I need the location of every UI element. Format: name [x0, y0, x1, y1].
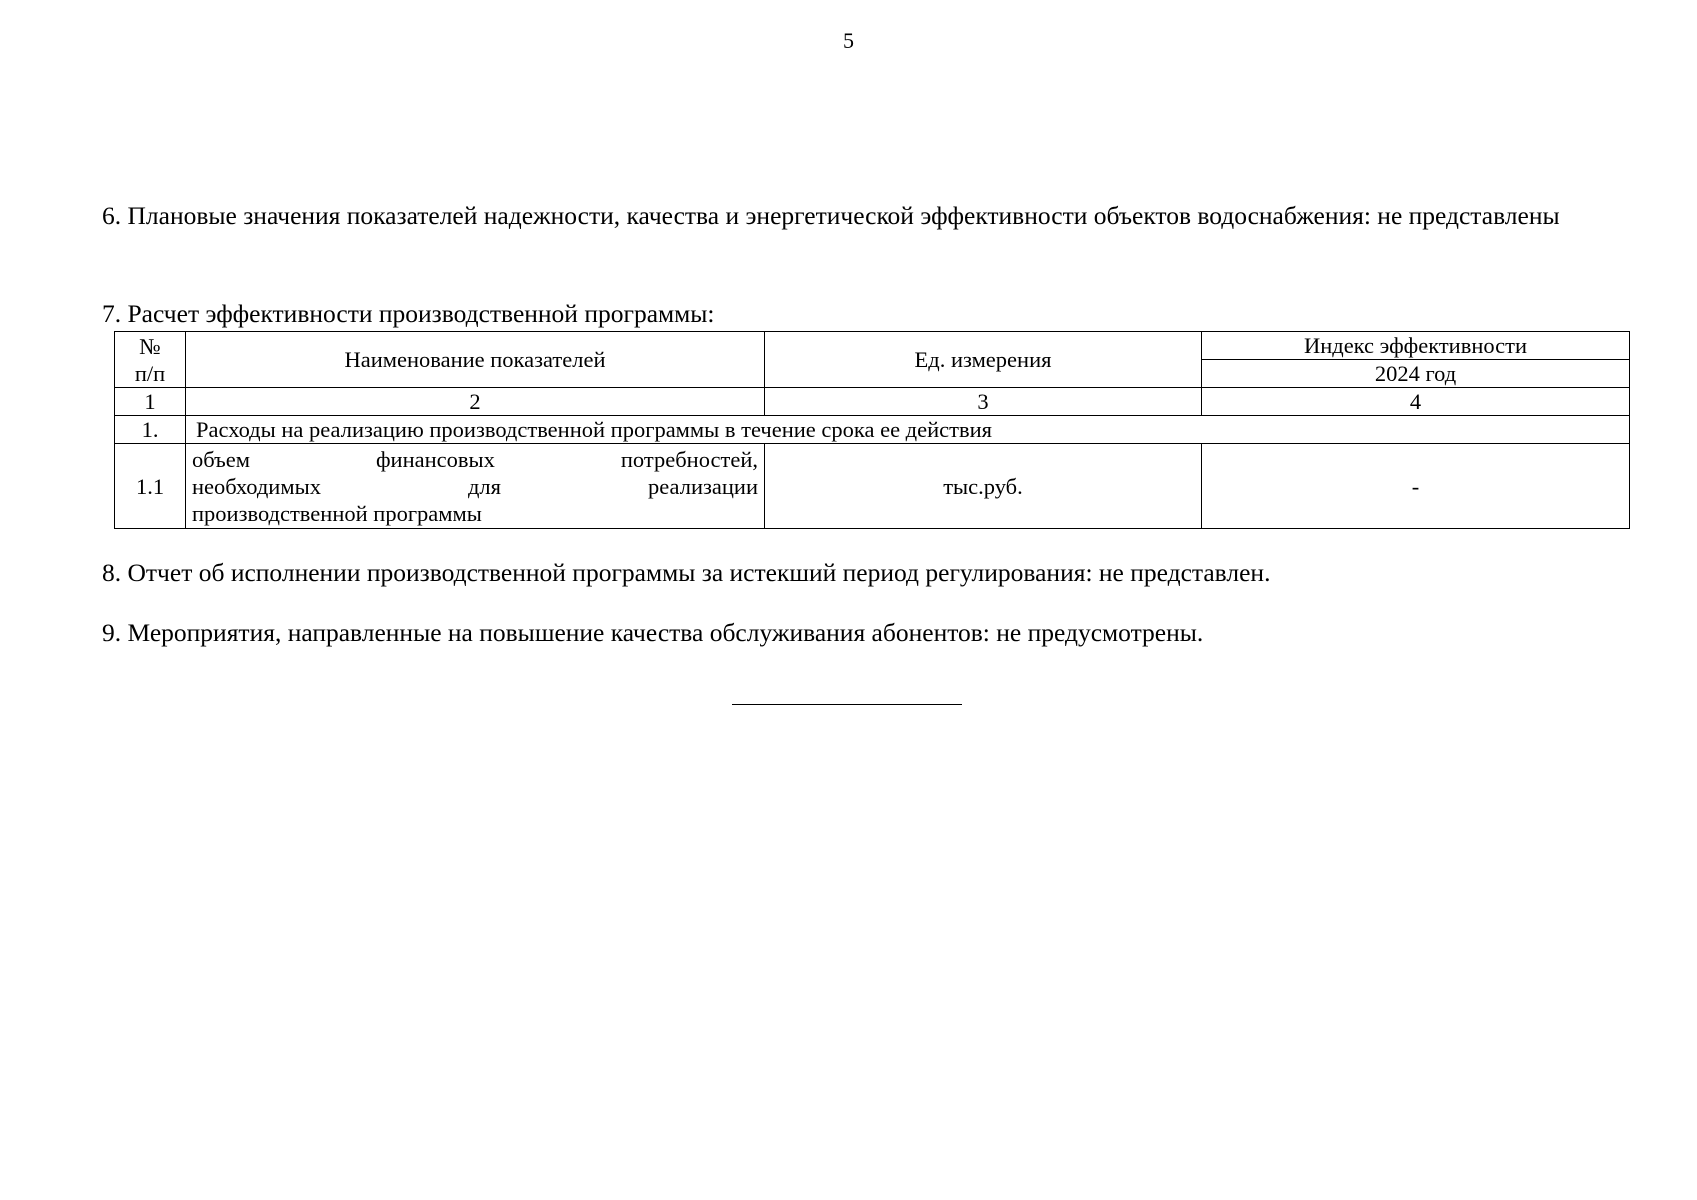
- header-index: Индекс эффективности: [1202, 332, 1630, 360]
- row-name-line: объем финансовых потребностей,: [192, 446, 758, 472]
- row-name: [186, 444, 765, 529]
- efficiency-table: [114, 331, 1630, 529]
- row-name-line: производственной программы: [192, 500, 482, 526]
- table-row: [115, 444, 1630, 529]
- column-number: 2: [186, 388, 765, 416]
- column-number: 1: [115, 388, 186, 416]
- section-9-text: 9. Мероприятия, направленные на повышение качества обслуживания абонентов: не предусмотрены.: [102, 618, 1204, 647]
- column-number: 4: [1202, 388, 1630, 416]
- page-number: 5: [843, 28, 854, 53]
- section-8-text: 8. Отчет об исполнении производственной программы за истекший период регулирования: не представлен.: [102, 558, 1271, 587]
- header-num-label: № п/п: [134, 333, 166, 386]
- row-name-line: необходимых для реализации: [192, 473, 758, 499]
- row-unit: тыс.руб.: [765, 444, 1202, 529]
- header-unit: Ед. измерения: [765, 332, 1202, 388]
- end-divider: [732, 704, 962, 705]
- header-num: [115, 332, 186, 388]
- section-7-title: 7. Расчет эффективности производственной программы:: [102, 299, 715, 328]
- table-header-row: [115, 332, 1630, 360]
- row-num: 1.1: [115, 444, 186, 529]
- header-year: 2024 год: [1202, 360, 1630, 388]
- column-number-row: [115, 388, 1630, 416]
- table-section-row: [115, 416, 1630, 444]
- section-row-num: 1.: [115, 416, 186, 444]
- section-6-text: 6. Плановые значения показателей надежности, качества и энергетической эффективности объектов водоснабжения: не представлены: [102, 201, 1560, 230]
- column-number: 3: [765, 388, 1202, 416]
- row-value: -: [1202, 444, 1630, 529]
- header-name: Наименование показателей: [186, 332, 765, 388]
- section-row-text: Расходы на реализацию производственной программы в течение срока ее действия: [186, 416, 1630, 444]
